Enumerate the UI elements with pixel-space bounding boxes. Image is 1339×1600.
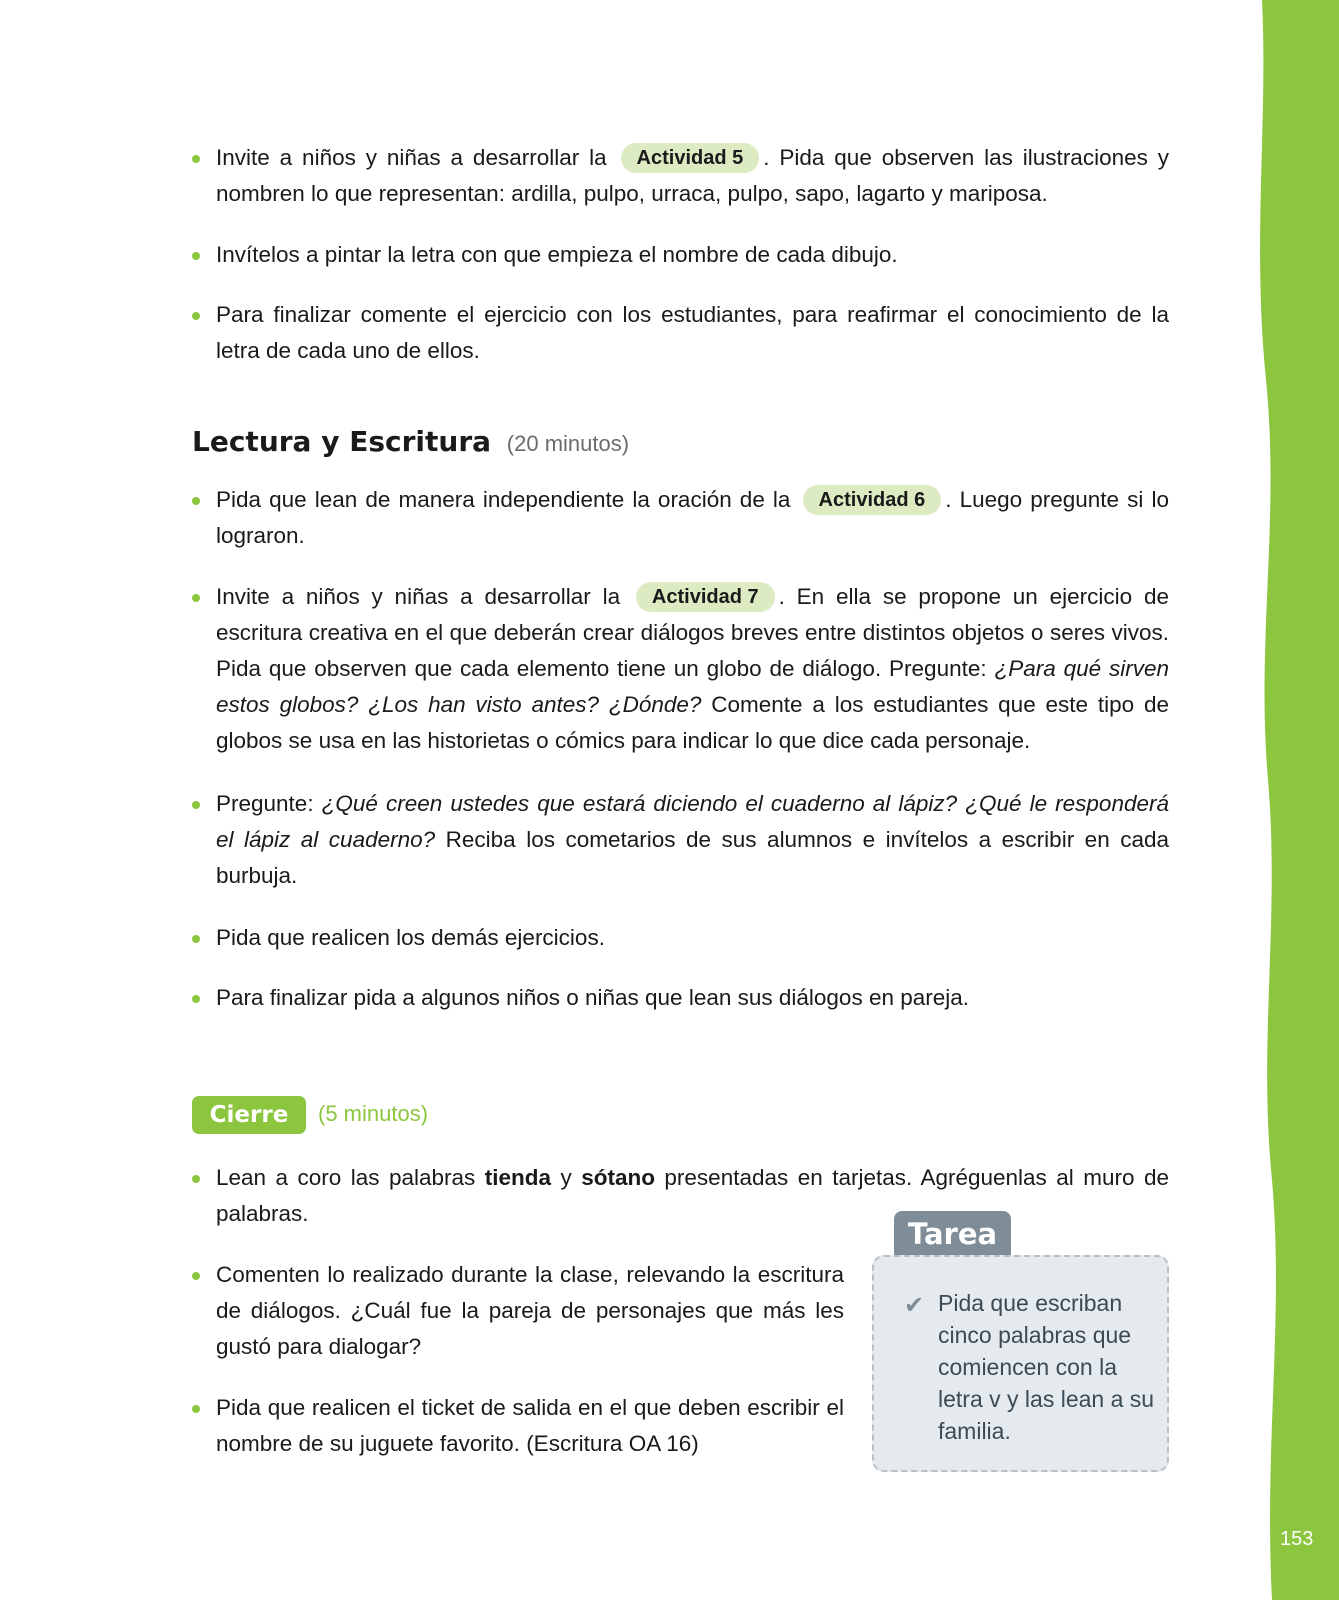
bullet-text: Pida que realicen el ticket de salida en el que deben escribir el nombre de su juguete favorito. (Escritura OA 16): [216, 1395, 844, 1456]
list-item: [192, 237, 1169, 273]
activity-pill: Actividad 5: [621, 143, 760, 173]
tarea-title: Tarea: [894, 1211, 1011, 1257]
list-item: [192, 482, 1169, 554]
bold-word: tienda: [484, 1165, 551, 1190]
cierre-time: (5 minutos): [318, 1101, 429, 1126]
bullet-text: Comenten lo realizado durante la clase, relevando la escritura de diálogos. ¿Cuál fue la pareja de personajes que más les gustó para dialogar?: [216, 1262, 844, 1359]
tarea-box: [872, 1255, 1169, 1472]
page-number: 153: [1280, 1528, 1314, 1550]
section-title: [192, 425, 629, 458]
bullet-italic-text: ¿Para qué sirven estos globos? ¿Los han visto antes? ¿Dónde?: [216, 656, 1169, 717]
check-icon: ✔: [904, 1292, 925, 1319]
bullet-text: Invítelos a pintar la letra con que empieza el nombre de cada dibujo.: [216, 242, 898, 267]
bullet-text: Pregunte:: [216, 791, 322, 816]
bullet-text: Comente a los estudiantes que este tipo de globos se usa en las historietas o cómics para indicar lo que dice cada personaje.: [216, 692, 1169, 753]
list-item: [192, 297, 1169, 369]
bullet-text: Para finalizar pida a algunos niños o niñas que lean sus diálogos en pareja.: [216, 985, 970, 1010]
list-item: [192, 579, 1169, 759]
bullet-text: Lean a coro las palabras: [216, 1165, 485, 1190]
list-item: [192, 980, 1169, 1016]
list-item: [192, 1160, 1169, 1232]
tarea-text: Pida que escriban cinco palabras que comiencen con la letra v y las lean a su familia.: [938, 1290, 1155, 1444]
bullet-italic-text: ¿Qué creen ustedes que estará diciendo el cuaderno al lápiz? ¿Qué le responderá el lápiz al cuaderno?: [216, 791, 1169, 852]
bullet-text: . Luego pregunte si lo lograron.: [216, 487, 1169, 548]
bullet-text: Reciba los cometarios de sus alumnos e invítelos a escribir en cada burbuja.: [216, 827, 1170, 888]
bullet-text: presentadas en tarjetas. Agréguenlas al muro de palabras.: [216, 1165, 1169, 1226]
bullet-text: y: [551, 1165, 582, 1190]
activity-pill: Actividad 6: [803, 485, 942, 515]
section-title-text: Lectura y Escritura: [192, 425, 492, 458]
list-item: [192, 1257, 844, 1365]
bold-word: sótano: [581, 1165, 655, 1190]
bullet-text: Invite a niños y niñas a desarrollar la: [216, 145, 607, 170]
list-item: [192, 1390, 844, 1462]
section-time: (20 minutos): [506, 431, 630, 456]
bullet-text: Invite a niños y niñas a desarrollar la: [216, 584, 621, 609]
bullet-text: . Pida que observen las ilustraciones y nombren lo que representan: ardilla, pulpo, urraca, pulpo, sapo, lagarto y mariposa.: [216, 145, 1169, 206]
activity-pill: Actividad 7: [636, 582, 775, 612]
bullet-text: . En ella se propone un ejercicio de escritura creativa en el que deberán crear diálogos breves entre distintos objetos o seres vivos. Pida que observen que cada elemento tiene un globo de diálogo. Pregunte:: [216, 584, 1169, 681]
list-item: [192, 786, 1169, 894]
cierre-badge: Cierre: [192, 1096, 306, 1134]
list-item: [192, 140, 1169, 212]
bullet-text: Pida que realicen los demás ejercicios.: [216, 925, 605, 950]
list-item: [192, 920, 1169, 956]
bullet-text: Pida que lean de manera independiente la oración de la: [216, 487, 791, 512]
bullet-text: Para finalizar comente el ejercicio con los estudiantes, para reafirmar el conocimiento de la letra de cada uno de ellos.: [216, 302, 1169, 363]
